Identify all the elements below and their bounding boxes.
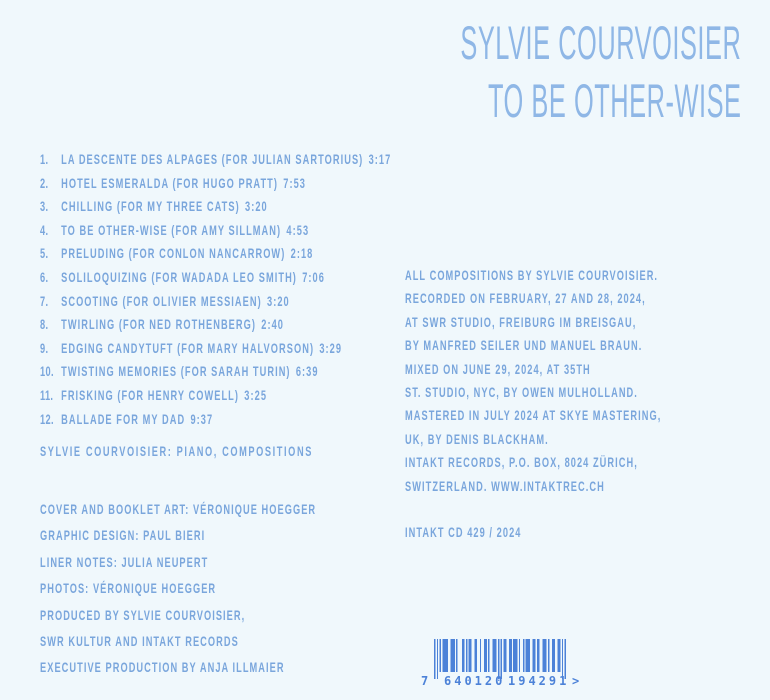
track-title: PRELUDING (FOR CONLON NANCARROW) [61, 245, 286, 262]
credits-section [40, 496, 458, 681]
track-time: 6:39 [295, 363, 319, 380]
credit-line: LINER NOTES: JULIA NEUPERT [40, 553, 209, 570]
track-row [40, 384, 391, 408]
track-title: CHILLING (FOR MY THREE CATS) [61, 198, 240, 215]
track-row [40, 242, 391, 266]
album-title-text: TO BE OTHER-WISE [487, 74, 741, 127]
track-time: 9:37 [190, 410, 214, 427]
note-line: RECORDED ON FEBRUARY, 27 AND 28, 2024, [405, 290, 646, 307]
track-number: 8. [40, 316, 49, 333]
track-title: SOLILOQUIZING (FOR WADADA LEO SMITH) [61, 268, 297, 285]
track-row [40, 313, 391, 337]
track-time: 7:53 [283, 174, 307, 191]
note-line: ST. STUDIO, NYC, BY OWEN MULHOLLAND. [405, 384, 638, 401]
track-row [40, 408, 391, 432]
note-line: MASTERED IN JULY 2024 AT SKYE MASTERING, [405, 407, 662, 424]
track-time: 2:18 [290, 245, 314, 262]
note-line: INTAKT RECORDS, P.O. BOX, 8024 ZÜRICH, [405, 454, 638, 471]
track-row [40, 219, 391, 243]
barcode [421, 639, 593, 694]
track-title: EDGING CANDYTUFT (FOR MARY HALVORSON) [61, 339, 315, 356]
track-title: HOTEL ESMERALDA (FOR HUGO PRATT) [61, 174, 279, 191]
credit-line: SWR KULTUR AND INTAKT RECORDS [40, 633, 239, 650]
personnel-section [40, 440, 454, 464]
production-notes [405, 264, 770, 498]
track-row [40, 266, 391, 290]
barcode-bars-icon [434, 639, 566, 679]
credit-line: EXECUTIVE PRODUCTION BY ANJA ILLMAIER [40, 659, 285, 676]
barcode-group1: 640120 [444, 674, 506, 688]
track-number: 12. [40, 410, 54, 427]
note-line: UK, BY DENIS BLACKHAM. [405, 430, 549, 447]
barcode-group2: 194291 [508, 674, 570, 688]
track-title: TWISTING MEMORIES (FOR SARAH TURIN) [61, 363, 291, 380]
credit-line: PRODUCED BY SYLVIE COURVOISIER, [40, 606, 246, 623]
track-row [40, 195, 391, 219]
catalog-number-text: INTAKT CD 429 / 2024 [405, 524, 522, 540]
track-number: 6. [40, 268, 49, 285]
track-number: 7. [40, 292, 49, 309]
track-time: 3:20 [267, 292, 290, 309]
track-time: 3:17 [368, 151, 392, 167]
track-title: FRISKING (FOR HENRY COWELL) [61, 386, 240, 403]
note-line: BY MANFRED SEILER UND MANUEL BRAUN. [405, 337, 643, 354]
catalog-number [405, 521, 581, 544]
album-title [221, 72, 741, 130]
track-time: 4:53 [286, 221, 310, 238]
artist-name-text: SYLVIE COURVOISIER [460, 16, 741, 69]
track-number: 5. [40, 245, 49, 262]
track-time: 7:06 [302, 268, 325, 285]
track-title: SCOOTING (FOR OLIVIER MESSIAEN) [61, 292, 262, 309]
track-row [40, 360, 391, 384]
credit-line: GRAPHIC DESIGN: PAUL BIERI [40, 527, 206, 544]
track-title: BALLADE FOR MY DAD [61, 410, 186, 427]
track-title: LA DESCENTE DES ALPAGES (FOR JULIAN SARTORIUS) [61, 151, 364, 167]
note-line: ALL COMPOSITIONS BY SYLVIE COURVOISIER. [405, 267, 659, 283]
note-line: MIXED ON JUNE 29, 2024, AT 35TH [405, 360, 591, 377]
track-time: 2:40 [261, 316, 285, 333]
barcode-trailing-mark: > [572, 674, 580, 688]
personnel-line: SYLVIE COURVOISIER: PIANO, COMPOSITIONS [40, 443, 313, 459]
track-row [40, 337, 391, 361]
track-time: 3:20 [245, 198, 268, 215]
barcode-lead-digit: 7 [421, 674, 429, 688]
credit-line: PHOTOS: VÉRONIQUE HOEGGER [40, 580, 217, 597]
track-number: 2. [40, 174, 49, 191]
track-number: 1. [40, 151, 49, 167]
credit-line: COVER AND BOOKLET ART: VÉRONIQUE HOEGGER [40, 501, 317, 517]
track-number: 9. [40, 339, 49, 356]
track-time: 3:25 [244, 386, 268, 403]
track-number: 11. [40, 386, 54, 403]
note-line: SWITZERLAND. WWW.INTAKTREC.CH [405, 477, 605, 494]
track-row [40, 290, 391, 314]
track-time: 3:29 [319, 339, 343, 356]
track-number: 3. [40, 198, 49, 215]
track-number: 4. [40, 221, 49, 238]
track-number: 10. [40, 363, 54, 380]
track-title: TWIRLING (FOR NED ROTHENBERG) [61, 316, 257, 333]
artist-name [221, 14, 741, 72]
track-row [40, 148, 391, 172]
track-row [40, 172, 391, 196]
note-line: AT SWR STUDIO, FREIBURG IM BREISGAU, [405, 313, 637, 330]
track-title: TO BE OTHER-WISE (FOR AMY SILLMAN) [61, 221, 282, 238]
album-title-block [221, 14, 741, 130]
